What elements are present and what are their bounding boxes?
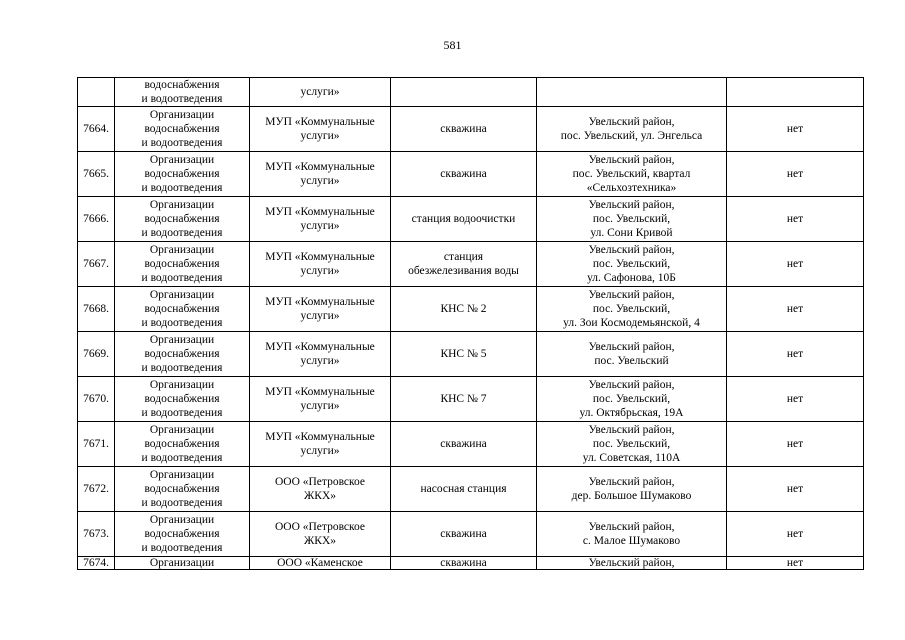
flag-value-cell: нет [727, 512, 864, 557]
operator-name-line: МУП «Коммунальные [265, 251, 375, 263]
organization-type-line: Организации [149, 557, 215, 569]
object-name-line: КНС № 5 [440, 348, 487, 360]
object-name-cell [391, 467, 537, 512]
table-row [78, 197, 864, 242]
organization-type-cell [115, 152, 250, 197]
organization-type-line: Организации [149, 109, 215, 121]
organization-type-line: и водоотведения [141, 407, 223, 419]
operator-name-cell [250, 152, 391, 197]
table-row [78, 107, 864, 152]
object-name-line: скважина [440, 557, 487, 569]
object-address-cell [537, 422, 727, 467]
flag-value-cell: нет [727, 152, 864, 197]
object-name-line: скважина [440, 528, 487, 540]
operator-name-line: услуги» [300, 86, 340, 98]
flag-value-cell [727, 78, 864, 107]
operator-name-cell [250, 78, 391, 107]
organization-type-line: водоснабжения [144, 483, 220, 495]
organization-type-line: и водоотведения [141, 317, 223, 329]
object-address-line: пос. Увельский [594, 355, 669, 367]
organization-type-line: Организации [149, 469, 215, 481]
object-name-line: скважина [440, 123, 487, 135]
operator-name-cell [250, 332, 391, 377]
object-address-cell [537, 197, 727, 242]
organization-type-line: водоснабжения [144, 123, 220, 135]
row-number-cell: 7671. [78, 422, 115, 467]
object-name-cell [391, 377, 537, 422]
organization-type-line: и водоотведения [141, 452, 223, 464]
operator-name-line: услуги» [300, 310, 340, 322]
organization-type-line: Организации [149, 199, 215, 211]
object-name-line: КНС № 7 [440, 393, 487, 405]
object-address-line: пос. Увельский, [592, 258, 671, 270]
operator-name-cell [250, 287, 391, 332]
organization-type-cell [115, 557, 250, 570]
organization-type-line: водоснабжения [144, 258, 220, 270]
organization-type-line: водоснабжения [144, 303, 220, 315]
object-address-cell [537, 377, 727, 422]
object-name-cell [391, 242, 537, 287]
operator-name-line: МУП «Коммунальные [265, 386, 375, 398]
operator-name-line: услуги» [300, 445, 340, 457]
object-address-cell [537, 152, 727, 197]
flag-value-cell: нет [727, 377, 864, 422]
object-address-line: Увельский район, [588, 289, 675, 301]
object-name-cell [391, 557, 537, 570]
object-address-line: «Сельхозтехника» [586, 182, 677, 194]
organization-type-line: Организации [149, 289, 215, 301]
organization-type-line: и водоотведения [141, 362, 223, 374]
object-name-line: КНС № 2 [440, 303, 487, 315]
flag-value-cell: нет [727, 287, 864, 332]
object-address-line: пос. Увельский, [592, 303, 671, 315]
organization-type-line: и водоотведения [141, 272, 223, 284]
flag-value-cell: нет [727, 332, 864, 377]
organization-type-line: Организации [149, 334, 215, 346]
object-name-line: станция водоочистки [411, 213, 516, 225]
object-address-line: Увельский район, [588, 424, 675, 436]
register-table [77, 77, 864, 570]
organization-type-cell [115, 377, 250, 422]
object-address-line: Увельский район, [588, 154, 675, 166]
object-name-cell [391, 287, 537, 332]
organization-type-line: Организации [149, 424, 215, 436]
organization-type-cell [115, 467, 250, 512]
operator-name-line: ООО «Петровское [274, 521, 366, 533]
row-number-cell: 7665. [78, 152, 115, 197]
organization-type-line: Организации [149, 379, 215, 391]
row-number-cell: 7668. [78, 287, 115, 332]
object-address-line: ул. Сони Кривой [590, 227, 673, 239]
object-address-line: ул. Октябрьская, 19А [579, 407, 684, 419]
row-number-cell: 7673. [78, 512, 115, 557]
object-address-line: Увельский район, [588, 341, 675, 353]
object-address-line: Увельский район, [588, 557, 675, 569]
object-name-cell [391, 512, 537, 557]
row-number-cell: 7670. [78, 377, 115, 422]
organization-type-line: и водоотведения [141, 182, 223, 194]
flag-value-cell: нет [727, 107, 864, 152]
object-name-cell [391, 332, 537, 377]
organization-type-line: и водоотведения [141, 497, 223, 509]
operator-name-cell [250, 467, 391, 512]
organization-type-line: и водоотведения [141, 137, 223, 149]
organization-type-line: водоснабжения [144, 213, 220, 225]
organization-type-line: Организации [149, 244, 215, 256]
object-name-cell [391, 152, 537, 197]
table-row [78, 422, 864, 467]
organization-type-line: и водоотведения [141, 227, 223, 239]
object-address-cell [537, 557, 727, 570]
operator-name-line: услуги» [300, 175, 340, 187]
object-address-line: Увельский район, [588, 116, 675, 128]
object-name-line: скважина [440, 168, 487, 180]
operator-name-cell [250, 512, 391, 557]
operator-name-cell [250, 422, 391, 467]
organization-type-cell [115, 78, 250, 107]
organization-type-line: водоснабжения [144, 438, 220, 450]
operator-name-line: ЖКХ» [303, 535, 337, 547]
object-address-cell [537, 287, 727, 332]
organization-type-cell [115, 197, 250, 242]
object-address-cell [537, 78, 727, 107]
object-address-cell [537, 467, 727, 512]
organization-type-line: и водоотведения [141, 542, 223, 554]
object-address-line: пос. Увельский, ул. Энгельса [560, 130, 703, 142]
row-number-cell: 7667. [78, 242, 115, 287]
table-row [78, 78, 864, 107]
object-name-line: скважина [440, 438, 487, 450]
table-row [78, 287, 864, 332]
organization-type-line: водоснабжения [144, 168, 220, 180]
object-name-cell [391, 107, 537, 152]
organization-type-cell [115, 107, 250, 152]
object-address-line: дер. Большое Шумаково [571, 490, 692, 502]
table-row [78, 377, 864, 422]
organization-type-line: водоснабжения [144, 79, 220, 91]
object-address-cell [537, 107, 727, 152]
object-address-line: Увельский район, [588, 199, 675, 211]
object-address-line: Увельский район, [588, 379, 675, 391]
row-number-cell: 7672. [78, 467, 115, 512]
organization-type-cell [115, 512, 250, 557]
organization-type-line: водоснабжения [144, 528, 220, 540]
organization-type-line: Организации [149, 154, 215, 166]
flag-value-cell: нет [727, 557, 864, 570]
object-name-cell [391, 78, 537, 107]
operator-name-line: МУП «Коммунальные [265, 431, 375, 443]
object-name-cell [391, 422, 537, 467]
object-name-cell [391, 197, 537, 242]
object-name-line: обезжелезивания воды [408, 265, 519, 277]
operator-name-cell [250, 377, 391, 422]
object-address-line: пос. Увельский, [592, 393, 671, 405]
organization-type-line: и водоотведения [141, 93, 223, 105]
object-name-line: станция [443, 251, 484, 263]
register-table-body [78, 78, 864, 570]
object-address-line: ул. Сафонова, 10Б [587, 272, 676, 284]
organization-type-cell [115, 287, 250, 332]
table-row [78, 557, 864, 570]
table-row [78, 512, 864, 557]
object-address-line: с. Малое Шумаково [582, 535, 681, 547]
object-address-cell [537, 512, 727, 557]
flag-value-cell: нет [727, 242, 864, 287]
flag-value-cell: нет [727, 197, 864, 242]
organization-type-cell [115, 332, 250, 377]
row-number-cell [78, 78, 115, 107]
organization-type-cell [115, 422, 250, 467]
operator-name-line: МУП «Коммунальные [265, 116, 375, 128]
table-row [78, 242, 864, 287]
object-address-line: ул. Советская, 110А [582, 452, 681, 464]
row-number-cell: 7664. [78, 107, 115, 152]
organization-type-line: водоснабжения [144, 348, 220, 360]
operator-name-line: МУП «Коммунальные [265, 161, 375, 173]
operator-name-line: МУП «Коммунальные [265, 206, 375, 218]
operator-name-line: МУП «Коммунальные [265, 296, 375, 308]
organization-type-line: Организации [149, 514, 215, 526]
object-address-cell [537, 332, 727, 377]
operator-name-line: ООО «Каменское [277, 557, 363, 569]
object-address-cell [537, 242, 727, 287]
object-address-line: пос. Увельский, квартал [572, 168, 691, 180]
operator-name-cell [250, 197, 391, 242]
object-address-line: пос. Увельский, [592, 438, 671, 450]
object-address-line: ул. Зои Космодемьянской, 4 [563, 317, 700, 329]
operator-name-line: услуги» [300, 355, 340, 367]
operator-name-line: услуги» [300, 220, 340, 232]
operator-name-line: ООО «Петровское [274, 476, 366, 488]
row-number-cell: 7669. [78, 332, 115, 377]
organization-type-line: водоснабжения [144, 393, 220, 405]
operator-name-line: услуги» [300, 400, 340, 412]
object-address-line: пос. Увельский, [592, 213, 671, 225]
row-number-cell: 7674. [78, 557, 115, 570]
operator-name-cell [250, 242, 391, 287]
page-number: 581 [443, 38, 462, 52]
table-row [78, 332, 864, 377]
object-address-line: Увельский район, [588, 521, 675, 533]
object-name-line: насосная станция [420, 483, 507, 495]
object-address-line: Увельский район, [588, 244, 675, 256]
organization-type-cell [115, 242, 250, 287]
flag-value-cell: нет [727, 467, 864, 512]
table-row [78, 152, 864, 197]
table-row [78, 467, 864, 512]
operator-name-cell [250, 107, 391, 152]
object-address-line: Увельский район, [588, 476, 675, 488]
operator-name-line: услуги» [300, 265, 340, 277]
operator-name-line: ЖКХ» [303, 490, 337, 502]
flag-value-cell: нет [727, 422, 864, 467]
operator-name-cell [250, 557, 391, 570]
operator-name-line: МУП «Коммунальные [265, 341, 375, 353]
operator-name-line: услуги» [300, 130, 340, 142]
row-number-cell: 7666. [78, 197, 115, 242]
